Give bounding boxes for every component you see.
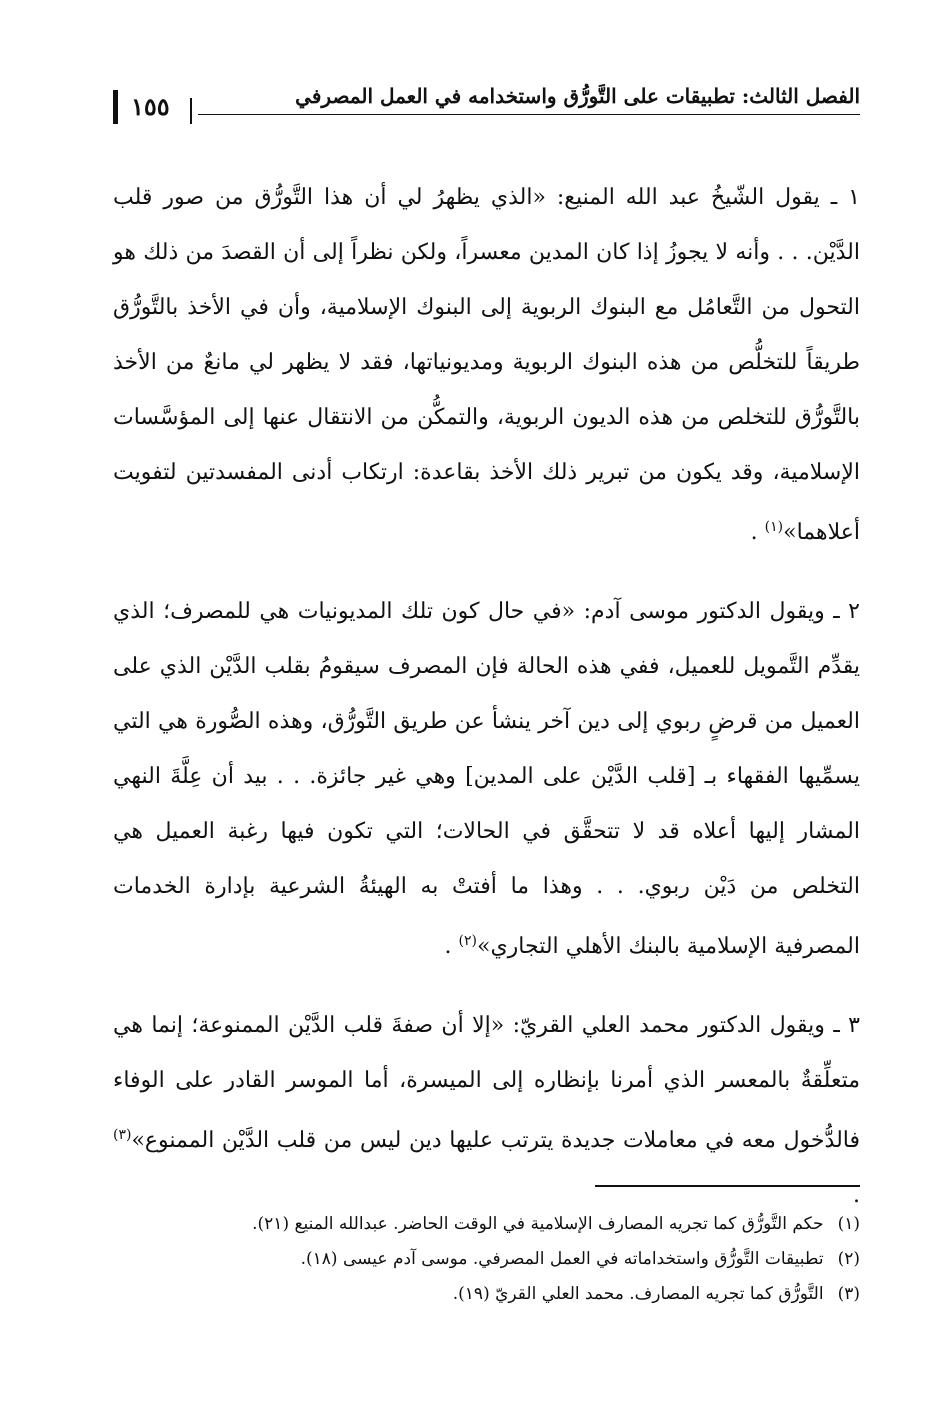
footnote-reference: (١): [764, 519, 784, 535]
footnote-number: (١): [837, 1214, 860, 1234]
footnote-separator: [595, 1185, 860, 1187]
paragraph-text: ٢ ـ ويقول الدكتور موسى آدم: «في حال كون تلك المديونيات هي للمصرف؛ الذي يقدِّم التَّمويل للعميل، ففي هذه الحالة فإن المصرف سيقومُ بقلب الدَّيْن الذي على العميل من قرضٍ ربوي إلى دين آخر ينشأ عن طريق التَّورُّق، وهذه الصُّورة هي التي يسمِّيها الفقهاء بـ [قلب الدَّيْن على المدين] وهي غير جائزة. . . بيد أن عِلَّةَ النهي المشار إليها أعلاه قد لا تتحقَّق في الحالات؛ التي تكون فيها رغبة العميل هي التخلص من دَيْن ربوي. . . وهذا ما أفتتْ به الهيئةُ الشرعية بإدارة الخدمات المصرفية الإسلامية بالبنك الأهلي التجاري»: [113, 599, 860, 959]
paragraph-text: ١ ـ يقول الشّيخُ عبد الله المنيع: «الذي يظهرُ لي أن هذا التَّورُّق من صور قلب الدَّيْن. . . وأنه لا يجوزُ إذا كان المدين معسراً، ولكن نظراً إلى أن القصدَ من ذلك هو التحول من التَّعامُل مع البنوك الربوية إلى البنوك الإسلامية، وأن في الأخذ بالتَّورُّق طريقاً للتخلُّص من هذه البنوك الربوية ومديونياتها، فقد لا يظهر لي مانعٌ من الأخذ بالتَّورُّق للتخلص من هذه الديون الربوية، والتمكُّن من الانتقال عنها إلى المؤسَّسات الإسلامية، وقد يكون من تبرير ذلك الأخذ بقاعدة: ارتكاب أدنى المفسدتين لتفويت أعلاهما»: [113, 185, 860, 545]
footnotes: [113, 1207, 860, 1312]
paragraph-end: .: [750, 520, 765, 545]
chapter-title: الفصل الثالث: تطبيقات على التَّورُّق واستخدامه في العمل المصرفي: [295, 84, 860, 108]
paragraph: [113, 170, 860, 560]
footnote-text: تطبيقات التَّورُّق واستخداماته في العمل المصرفي. موسى آدم عيسى (١٨).: [300, 1249, 824, 1269]
footnote: [113, 1277, 860, 1312]
footnote-number: (٢): [837, 1249, 860, 1269]
paragraph: [113, 998, 860, 1223]
footnote-reference: (٢): [458, 933, 477, 949]
footnote: [113, 1242, 860, 1277]
footnote-text: حكم التَّورُّق كما تجريه المصارف الإسلامية في الوقت الحاضر. عبدالله المنيع (٢١).: [252, 1214, 824, 1234]
footnote-number: (٣): [837, 1284, 860, 1304]
footnote: [113, 1207, 860, 1242]
paragraph: [113, 584, 860, 974]
paragraph-end: .: [444, 934, 459, 959]
main-text: [113, 170, 860, 1247]
paragraph-text: ٣ ـ ويقول الدكتور محمد العلي القريّ: «إلا أن صفةَ قلب الدَّيْن الممنوعة؛ إنما هي متعلِّقةٌ بالمعسر الذي أمرنا بإنظاره إلى الميسرة، أما الموسر القادر على الوفاء فالدُّخول معه في معاملات جديدة يترتب عليها دين ليس من قلب الدَّيْن الممنوع»: [113, 1013, 860, 1153]
header-bar: [113, 90, 118, 124]
header-rule: [198, 114, 860, 115]
page-number: ١٥٥: [131, 92, 170, 121]
header-separator: [190, 98, 192, 124]
running-header: [113, 84, 860, 124]
footnote-text: التَّورُّق كما تجريه المصارف. محمد العلي القريّ (١٩).: [452, 1284, 824, 1304]
footnote-reference: (٣): [113, 1127, 132, 1143]
paragraph-end: .: [853, 1183, 860, 1208]
